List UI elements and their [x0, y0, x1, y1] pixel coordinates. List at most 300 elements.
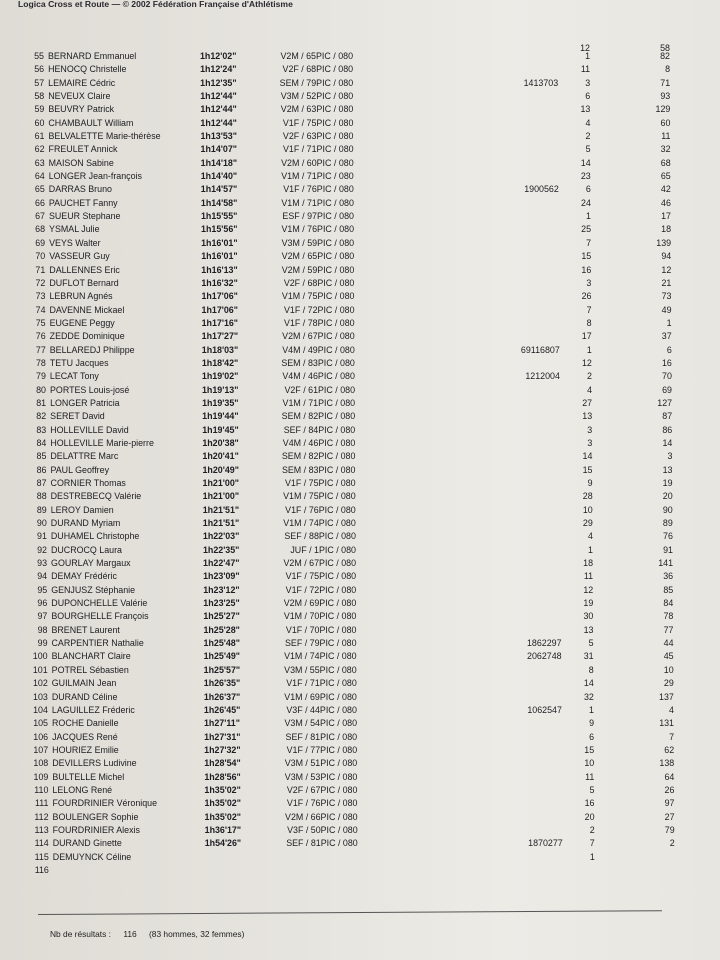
place-general: 79	[664, 824, 675, 835]
table-row	[1, 223, 720, 236]
place-category: 8	[586, 317, 592, 328]
place-general: 27	[664, 811, 675, 822]
club-code: PIC / 080	[316, 131, 354, 142]
place-general: 13	[662, 464, 673, 475]
table-row	[2, 317, 720, 330]
place-category: 7	[589, 838, 595, 849]
table-row	[3, 597, 720, 610]
finish-time: 1h16'01"	[201, 251, 238, 262]
finish-time: 1h18'42"	[201, 357, 239, 368]
athlete-name: HOLLEVILLE David	[50, 424, 129, 435]
results-table	[0, 43, 720, 877]
athlete-name: DURAND Céline	[51, 691, 118, 702]
finish-time: 1h12'44"	[200, 117, 237, 128]
place-category: 1	[586, 211, 591, 222]
club-code: PIC / 080	[317, 224, 355, 235]
place-category: 12	[583, 584, 594, 595]
finish-time: 1h27'11"	[204, 718, 240, 729]
finish-time: 1h19'35"	[202, 397, 239, 408]
athlete-name: CORNIER Thomas	[50, 478, 126, 488]
rank-number: 72	[35, 277, 46, 288]
rank-number: 90	[36, 518, 47, 529]
category: V3M / 54	[284, 718, 320, 729]
place-category: 6	[585, 91, 591, 102]
athlete-name: DESTREBECQ Valérie	[50, 491, 142, 502]
rank-number: 110	[34, 784, 49, 795]
finish-time: 1h35'02"	[204, 784, 241, 795]
place-general: 93	[660, 91, 671, 102]
club-code: PIC / 080	[318, 464, 356, 475]
athlete-name: EUGENE Peggy	[49, 317, 115, 328]
table-row	[2, 450, 720, 463]
finish-time: 1h26'35"	[203, 678, 241, 689]
club-code: PIC / 080	[317, 371, 355, 382]
table-row	[5, 824, 720, 837]
table-row	[2, 357, 720, 370]
category: JUF / 1	[290, 544, 319, 555]
place-general: 1	[666, 317, 672, 328]
document-header: Logica Cross et Route — © 2002 Fédération Française d'Athlétisme	[18, 0, 293, 9]
place-category: 5	[588, 638, 594, 649]
place-category: 30	[583, 611, 594, 622]
athlete-name: FREULET Annick	[48, 144, 118, 155]
place-general: 36	[663, 571, 674, 582]
finish-time: 1h14'57"	[200, 184, 238, 195]
table-row	[3, 530, 720, 543]
rank-number: 76	[35, 331, 46, 342]
place-category: 1	[588, 544, 593, 555]
place-category: 27	[582, 397, 593, 408]
finish-time: 1h25'49"	[203, 651, 241, 662]
rank-number: 61	[34, 131, 45, 142]
club-code: PIC / 080	[317, 357, 355, 368]
finish-time: 1h14'18"	[200, 157, 238, 168]
table-row	[2, 464, 720, 477]
athlete-name: BOULENGER Sophie	[52, 811, 139, 822]
table-row	[5, 837, 720, 850]
category: SEF / 81	[286, 838, 321, 849]
rank-number: 79	[36, 371, 46, 382]
place-general: 90	[662, 504, 673, 515]
finish-time: 1h21'00"	[202, 491, 240, 502]
place-general: 3	[667, 451, 673, 462]
rank-number: 95	[37, 584, 48, 595]
athlete-name: DUHAMEL Christophe	[50, 531, 140, 542]
rank-number: 60	[34, 117, 45, 128]
table-row	[3, 624, 720, 637]
athlete-name: LAGUILLEZ Fréderic	[51, 704, 135, 715]
rank-number: 84	[36, 437, 47, 448]
finish-time: 1h14'07"	[200, 144, 237, 155]
place-general: 127	[657, 397, 673, 408]
category: V1M / 75	[281, 291, 318, 302]
category: V2M / 66	[285, 811, 321, 822]
rank-number: 92	[37, 544, 47, 555]
finish-time: 1h12'44"	[200, 91, 237, 102]
place-category: 14	[580, 157, 591, 168]
club-code: PIC / 080	[320, 838, 358, 849]
results-count-value: 116	[123, 929, 137, 939]
place-category: 1	[586, 344, 592, 355]
place-category: 4	[587, 531, 593, 542]
finish-time: 1h12'35"	[200, 77, 237, 88]
athlete-name: LEROY Damien	[50, 504, 114, 515]
place-general: 20	[662, 491, 673, 502]
athlete-name: DUPONCHELLE Valérie	[51, 598, 148, 609]
club-code: PIC / 080	[320, 771, 358, 782]
place-category: 10	[584, 758, 595, 769]
rank-number: 91	[37, 531, 47, 542]
club-code: PIC / 080	[317, 237, 355, 248]
athlete-name: GOURLAY Margaux	[51, 558, 131, 569]
table-row	[0, 77, 720, 90]
rank-number: 82	[36, 411, 47, 422]
place-category: 11	[585, 771, 595, 782]
athlete-name: TETU Jacques	[49, 357, 109, 368]
rank-number: 77	[35, 344, 46, 355]
rank-number: 62	[34, 144, 45, 155]
category: V4M / 49	[282, 344, 318, 355]
table-row	[3, 610, 720, 623]
athlete-name: FOURDRINIER Alexis	[52, 824, 140, 835]
category: V1F / 77	[286, 744, 321, 755]
rank-number: 70	[35, 251, 46, 262]
category: V1F / 72	[283, 304, 318, 315]
category: V3M / 55	[284, 664, 320, 675]
athlete-name: JACQUES René	[52, 731, 118, 742]
place-general: 32	[660, 144, 671, 155]
results-summary	[50, 929, 254, 939]
place-general: 44	[663, 638, 674, 649]
table-row	[1, 277, 720, 290]
table-row	[1, 157, 720, 170]
finish-time: 1h17'06"	[201, 304, 238, 315]
category: V2M / 59	[281, 264, 318, 275]
place-general: 70	[662, 371, 672, 382]
place-general: 12	[661, 264, 672, 275]
finish-time: 1h16'13"	[201, 264, 238, 275]
club-code: PIC / 080	[318, 531, 356, 542]
category: V3M / 51	[284, 758, 321, 769]
rank-number: 112	[34, 811, 49, 822]
club-code: PIC / 080	[317, 344, 355, 355]
finish-time: 1h19'45"	[202, 424, 239, 435]
club-code: PIC / 080	[320, 811, 358, 822]
place-category: 8	[588, 664, 594, 675]
rank-number: 94	[37, 571, 48, 582]
place-general: 86	[662, 424, 673, 435]
place-category: 11	[583, 571, 594, 582]
finish-time: 1h20'41"	[202, 451, 239, 462]
place-general: 2	[669, 838, 675, 849]
table-row	[1, 210, 720, 223]
place-general: 69	[662, 384, 672, 395]
place-general: 7	[669, 731, 675, 742]
place-general: 139	[656, 237, 672, 248]
athlete-name: DURAND Myriam	[50, 518, 121, 529]
athlete-name: BELLAREDJ Philippe	[49, 344, 135, 355]
club-code: PIC / 080	[320, 744, 358, 755]
table-row	[0, 50, 720, 63]
category: V1M / 70	[283, 611, 320, 622]
athlete-name: DEMUYNCK Céline	[52, 851, 132, 862]
athlete-name: DURAND Ginette	[52, 838, 122, 849]
finish-time: 1h14'40"	[200, 171, 238, 182]
athlete-name: HOURIEZ Emilie	[52, 744, 119, 755]
place-category: 3	[587, 437, 593, 448]
rank-number: 78	[35, 357, 46, 368]
category: SEM / 83	[281, 464, 319, 475]
finish-time: 1h35'02"	[204, 798, 241, 809]
athlete-name: PAUCHET Fanny	[48, 197, 118, 208]
table-row	[3, 477, 720, 490]
category: V1M / 74	[284, 651, 320, 662]
place-category: 15	[581, 251, 592, 262]
finish-time: 1h20'38"	[202, 437, 239, 448]
category: V1F / 75	[285, 478, 319, 488]
athlete-name: DAVENNE Mickael	[49, 304, 125, 315]
club-code: PIC / 080	[319, 571, 357, 582]
finish-time: 1h13'53"	[200, 131, 237, 142]
table-row	[5, 811, 720, 824]
finish-time: 1h27'32"	[204, 744, 241, 755]
place-general: 82	[660, 51, 670, 61]
rank-number: 107	[33, 744, 49, 755]
athlete-name: DALLENNES Eric	[49, 264, 120, 275]
place-general: 76	[663, 531, 673, 542]
athlete-name: HOLLEVILLE Marie-pierre	[50, 437, 154, 448]
finish-time: 1h22'47"	[203, 558, 240, 569]
club-code: PIC / 080	[320, 798, 358, 809]
athlete-name: BEUVRY Patrick	[48, 104, 115, 115]
place-category: 6	[589, 731, 595, 742]
table-row	[4, 744, 720, 757]
rank-number: 111	[34, 798, 49, 809]
category: SEM / 82	[281, 451, 319, 462]
category: V1M / 76	[281, 224, 318, 235]
finish-time: 1h21'51"	[202, 504, 240, 515]
club-code: PIC / 080	[317, 291, 355, 302]
place-category: 2	[589, 824, 595, 835]
place-category: 19	[583, 598, 594, 609]
table-row	[2, 410, 720, 423]
club-code: PIC / 080	[318, 544, 356, 555]
finish-time: 1h19'13"	[202, 384, 239, 395]
rank-number: 83	[36, 424, 47, 435]
category: V2F / 63	[282, 131, 317, 142]
category: V3M / 53	[284, 771, 321, 782]
place-general: 16	[661, 357, 672, 368]
category: SEF / 79	[284, 638, 320, 649]
category: V1F / 71	[283, 144, 317, 155]
table-row	[4, 717, 720, 730]
place-general: 62	[664, 744, 675, 755]
club-code: PIC / 080	[316, 211, 354, 222]
table-row	[0, 63, 720, 76]
category: V2M / 60	[281, 157, 317, 168]
place-category: 12	[581, 357, 592, 368]
finish-time: 1h23'09"	[203, 571, 240, 582]
table-row	[1, 143, 720, 156]
table-row	[1, 290, 720, 303]
place-general: 17	[661, 211, 671, 222]
category: V2F / 61	[284, 384, 318, 395]
athlete-name: MAISON Sabine	[48, 157, 114, 168]
category: ESF / 97	[282, 211, 317, 222]
club-code: PIC / 080	[318, 437, 356, 448]
place-general: 68	[660, 157, 671, 168]
athlete-name: DUCROCQ Laura	[50, 544, 122, 555]
table-row	[2, 424, 720, 437]
club-code: PIC / 080	[316, 197, 354, 208]
table-row	[1, 264, 720, 277]
finish-time: 1h19'44"	[202, 411, 239, 422]
rank-number: 63	[34, 157, 45, 168]
results-count-label: Nb de résultats :	[50, 929, 111, 939]
rank-number: 64	[34, 171, 45, 182]
place-general: 60	[660, 117, 671, 128]
athlete-name: BELVALETTE Marie-thérèse	[48, 131, 161, 142]
category: V4M / 46	[282, 437, 319, 448]
place-category: 23	[580, 171, 591, 182]
table-row	[4, 704, 720, 717]
category: V1M / 71	[281, 171, 317, 182]
finish-time: 1h26'45"	[203, 704, 241, 715]
place-general: 45	[663, 651, 674, 662]
category: V2M / 65	[280, 51, 316, 61]
place-category: 9	[589, 718, 594, 729]
finish-time: 1h19'02"	[201, 371, 239, 382]
place-category: 1	[588, 704, 594, 715]
license-number: 2062748	[527, 651, 562, 662]
table-row	[3, 584, 720, 597]
category: SEF / 81	[285, 731, 321, 742]
table-row	[2, 370, 720, 383]
place-category: 4	[587, 384, 592, 395]
category: V1F / 70	[285, 624, 320, 635]
place-category: 2	[585, 131, 591, 142]
finish-time: 1h25'57"	[203, 664, 241, 675]
place-general: 19	[662, 478, 673, 488]
finish-time: 1h12'44"	[200, 104, 237, 115]
table-row	[4, 757, 720, 770]
finish-time: 1h17'06"	[201, 291, 238, 302]
place-category: 13	[582, 411, 593, 422]
place-general: 8	[665, 64, 671, 75]
place-general: 29	[663, 678, 674, 689]
club-code: PIC / 080	[319, 624, 357, 635]
finish-time: 1h21'00"	[202, 478, 239, 488]
rank-number: 105	[33, 718, 48, 729]
rank-number: 59	[34, 104, 45, 115]
club-code: PIC / 080	[319, 691, 357, 702]
club-code: PIC / 080	[316, 144, 354, 155]
athlete-name: BLANCHART Claire	[51, 651, 131, 662]
rank-number: 98	[37, 624, 48, 635]
club-code: PIC / 080	[317, 264, 355, 275]
category: V1M / 71	[282, 397, 319, 408]
club-code: PIC / 080	[316, 117, 354, 128]
club-code: PIC / 080	[320, 731, 358, 742]
rank-number: 88	[36, 491, 47, 502]
category: V2F / 68	[283, 277, 318, 288]
place-category: 1	[589, 851, 595, 862]
club-code: PIC / 080	[316, 64, 354, 75]
table-row	[0, 103, 720, 116]
club-code: PIC / 080	[319, 664, 357, 675]
club-code: PIC / 080	[319, 558, 357, 569]
athlete-name: ROCHE Danielle	[52, 718, 119, 729]
finish-time: 1h15'56"	[201, 224, 238, 235]
finish-time: 1h28'54"	[204, 758, 241, 769]
athlete-name: PORTES Louis-josé	[50, 384, 130, 395]
place-category: 13	[583, 624, 594, 635]
athlete-name: VEYS Walter	[49, 237, 101, 248]
club-code: PIC / 080	[318, 384, 355, 395]
table-row	[2, 330, 720, 343]
athlete-name: ZEDDE Dominique	[49, 331, 125, 342]
category: V3F / 50	[287, 824, 321, 835]
athlete-name: BULTELLE Michel	[52, 771, 125, 782]
place-general: 97	[664, 798, 675, 809]
category: SEM / 83	[281, 357, 318, 368]
club-code: PIC / 080	[318, 478, 356, 488]
athlete-name: HENOCQ Christelle	[48, 64, 127, 75]
place-category: 25	[581, 224, 592, 235]
table-row	[0, 117, 720, 130]
place-category: 24	[581, 197, 591, 208]
place-general: 141	[658, 558, 674, 569]
club-code: PIC / 080	[318, 504, 356, 515]
rank-number: 69	[35, 237, 46, 248]
category: V2M / 67	[283, 558, 320, 569]
club-code: PIC / 080	[318, 424, 356, 435]
category: V2F / 67	[286, 784, 321, 795]
finish-time: 1h21'51"	[202, 518, 240, 529]
place-category: 11	[580, 64, 591, 75]
place-category: 14	[582, 451, 593, 462]
place-category: 3	[586, 277, 592, 288]
athlete-name: LELONG René	[52, 784, 113, 795]
results-gender-breakdown: (83 hommes, 32 femmes)	[149, 929, 245, 939]
category: V2F / 68	[282, 64, 317, 75]
place-category: 15	[582, 464, 593, 475]
place-general: 78	[663, 611, 674, 622]
table-row	[4, 691, 720, 704]
finish-time: 1h18'03"	[201, 344, 239, 355]
athlete-name: DARRAS Bruno	[48, 184, 112, 195]
place-general: 49	[661, 304, 672, 315]
table-row	[1, 197, 720, 210]
table-row	[1, 250, 720, 263]
category: SEF / 84	[283, 424, 319, 435]
finish-time: 1h14'58"	[200, 197, 238, 208]
finish-time: 1h23'12"	[203, 584, 240, 595]
place-category: 10	[582, 504, 593, 515]
rank-number: 71	[35, 264, 46, 275]
rank-number: 115	[34, 851, 49, 862]
rank-number: 109	[33, 771, 49, 782]
rank-number: 68	[35, 224, 46, 235]
place-general: 73	[661, 291, 672, 302]
finish-time: 1h36'17"	[204, 824, 242, 835]
place-general: 137	[659, 691, 674, 702]
place-category: 7	[586, 304, 592, 315]
finish-time: 1h23'25"	[203, 598, 240, 609]
place-category: 5	[585, 144, 591, 155]
rank-number: 75	[35, 317, 46, 328]
finish-time: 1h20'49"	[202, 464, 239, 475]
